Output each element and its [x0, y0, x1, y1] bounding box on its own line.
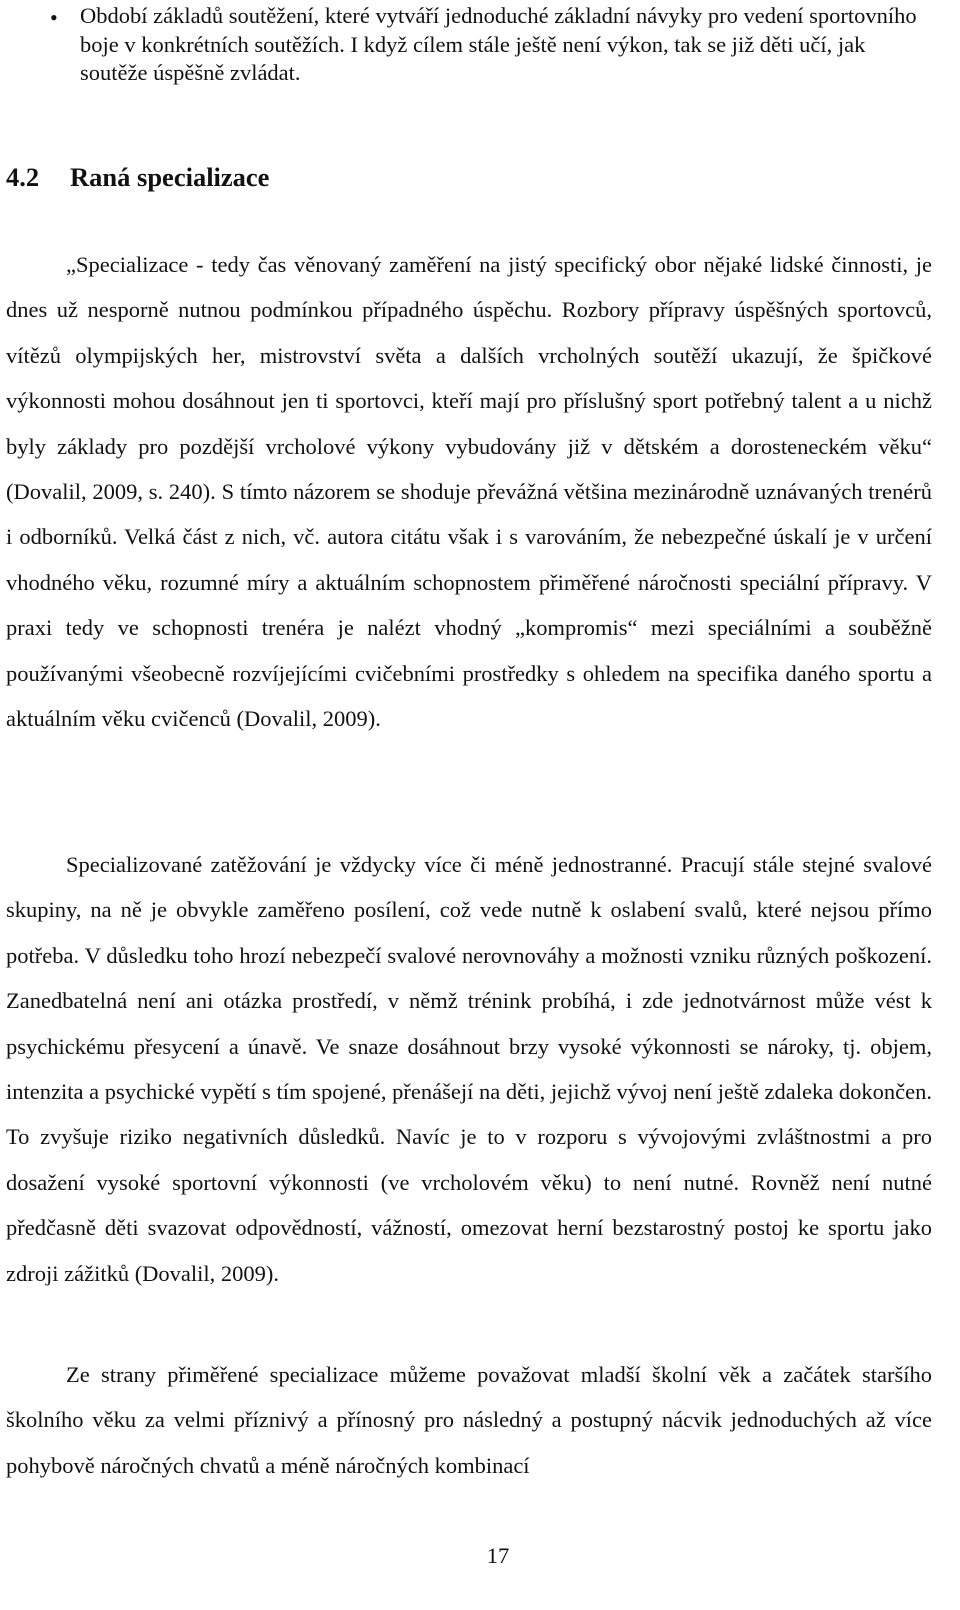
paragraph-3: Ze strany přiměřené specializace můžeme považovat mladší školní věk a začátek staršího školního věku za velmi příznivý a přínosný pro následný a postupný nácvik jednoduchých až více pohybově náročných chvatů a méně náročných kombinací: [6, 1362, 932, 1478]
document-page: [6, 0, 932, 1610]
bullet-text: Období základů soutěžení, které vytváří jednoduché základní návyky pro vedení sportovního boje v konkrétních soutěžích. I když cílem stále ještě není výkon, tak se již děti učí, jak soutěže úspěšně zvládat.: [80, 3, 917, 85]
section-number: 4.2: [6, 162, 40, 192]
section-heading: [6, 160, 932, 194]
bullet-list-item: [6, 2, 932, 88]
paragraph-1: „Specializace - tedy čas věnovaný zaměření na jistý specifický obor nějaké lidské činnosti, je dnes už nesporně nutnou podmínkou případného úspěchu. Rozbory přípravy úspěšných sportovců, vítězů olympijských her, mistrovství světa a dalších vrcholných soutěží ukazují, že špičkové výkonnosti mohou dosáhnout jen ti sportovci, kteří mají pro příslušný sport potřebný talent a u nichž byly základy pro pozdější vrcholové výkony vybudovány již v dětském a dorosteneckém věku“ (Dovalil, 2009, s. 240). S tímto názorem se shoduje převážná většina mezinárodně uznávaných trenérů i odborníků. Velká část z nich, vč. autora citátu však i s varováním, že nebezpečné úskalí je v určení vhodného věku, rozumné míry a aktuálním schopnostem přiměřené náročnosti speciální přípravy. V praxi tedy ve schopnosti trenéra je nalézt vhodný „kompromis“ mezi speciálními a souběžně používanými všeobecně rozvíjejícími cvičebními prostředky s ohledem na specifika daného sportu a aktuálním věku cvičenců (Dovalil, 2009).: [6, 252, 932, 732]
page-number: 17: [486, 1543, 510, 1568]
paragraph-2: Specializované zatěžování je vždycky více či méně jednostranné. Pracují stále stejné svalové skupiny, na ně je obvykle zaměřeno posílení, což vede nutně k oslabení svalů, které nejsou přímo potřeba. V důsledku toho hrozí nebezpečí svalové nerovnováhy a možnosti vzniku různých poškození. Zanedbatelná není ani otázka prostředí, v němž trénink probíhá, i zde jednotvárnost může vést k psychickému přesycení a únavě. Ve snaze dosáhnout brzy vysoké výkonnosti se nároky, tj. objem, intenzita a psychické vypětí s tím spojené, přenášejí na děti, jejichž vývoj není ještě zdaleka dokončen. To zvyšuje riziko negativních důsledků. Navíc je to v rozporu s vývojovými zvláštnostmi a pro dosažení vysoké sportovní výkonnosti (ve vrcholovém věku) to není nutné. Rovněž není nutné předčasně děti svazovat odpovědností, vážností, omezovat herní bezstarostný postoj ke sportu jako zdroji zážitků (Dovalil, 2009).: [6, 852, 932, 1286]
section-title: Raná specializace: [70, 162, 270, 192]
bullet-icon: •: [50, 5, 58, 30]
